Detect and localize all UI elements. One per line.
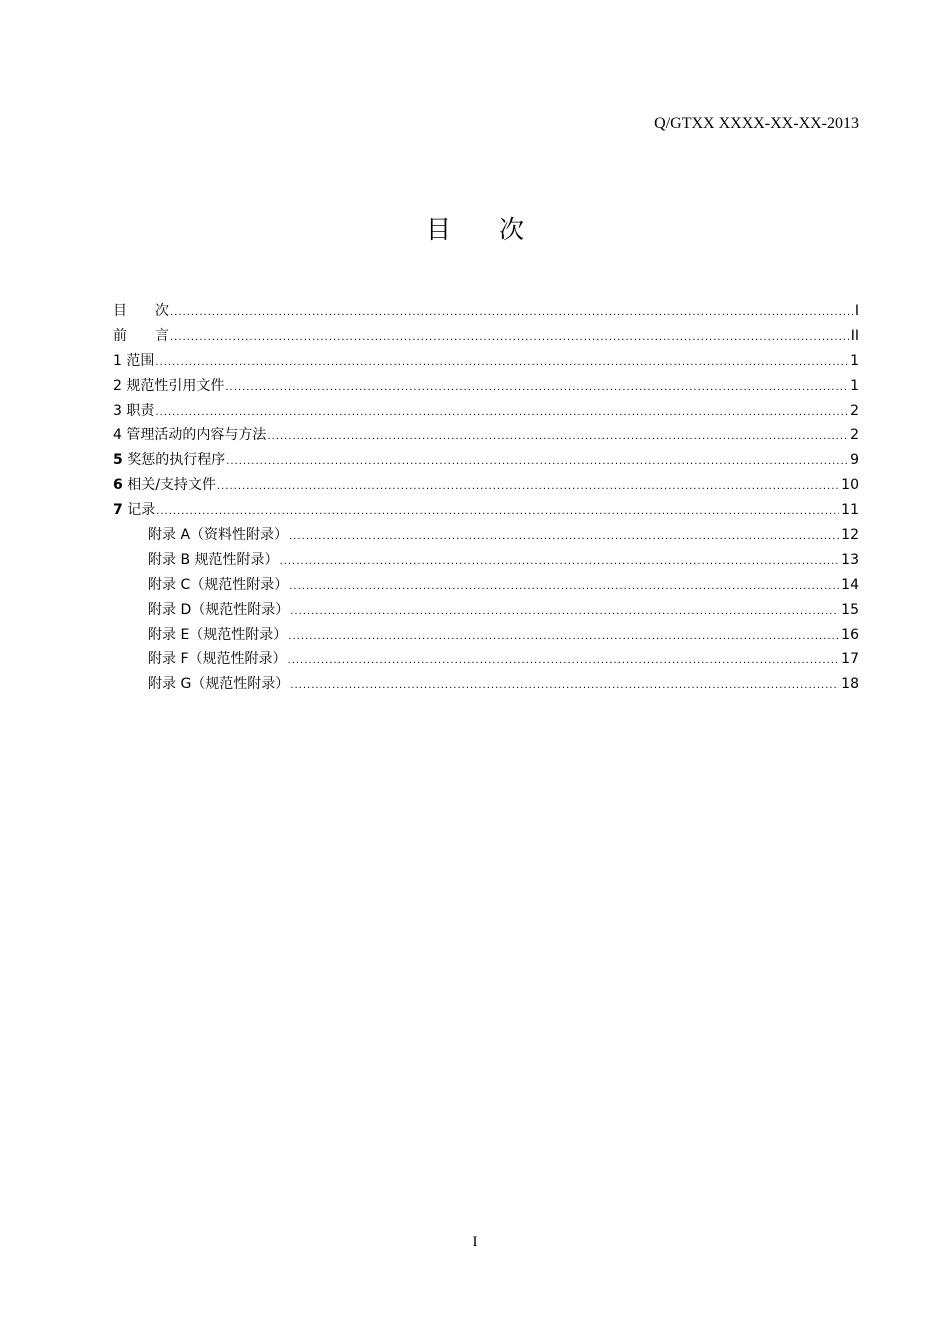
toc-title-part2: 次 bbox=[499, 215, 525, 244]
toc-entry-page: 14 bbox=[841, 576, 859, 593]
toc-entry-label: 范围 bbox=[121, 352, 155, 369]
dot-leader bbox=[290, 601, 839, 623]
toc-entry-page: 2 bbox=[850, 402, 859, 419]
toc-entry-page: 1 bbox=[850, 352, 859, 369]
toc-entry-number: 7 bbox=[113, 502, 123, 519]
dot-leader bbox=[289, 576, 839, 598]
dot-leader bbox=[290, 675, 839, 697]
toc-entry-label: 记录 bbox=[122, 502, 156, 519]
toc-entry-section-1[interactable] bbox=[113, 350, 859, 375]
toc-entry-number: 5 bbox=[113, 452, 123, 469]
toc-entry-section-5[interactable] bbox=[113, 449, 859, 474]
toc-entry-section-6[interactable] bbox=[113, 474, 859, 499]
toc-entry-page: 1 bbox=[850, 377, 859, 394]
toc-entry-page: 9 bbox=[850, 452, 859, 469]
toc-entry-number: 2 bbox=[113, 377, 122, 394]
dot-leader bbox=[289, 526, 839, 548]
dot-leader bbox=[226, 451, 848, 473]
toc-entry-page: 15 bbox=[841, 601, 859, 618]
dot-leader bbox=[280, 551, 840, 573]
dot-leader bbox=[288, 650, 840, 672]
toc-entry-number: 6 bbox=[113, 477, 123, 494]
toc-entry-appendix-a[interactable] bbox=[113, 524, 859, 549]
toc-entry-number: 1 bbox=[113, 352, 122, 369]
dot-leader bbox=[170, 302, 853, 324]
toc-entry-page: 16 bbox=[841, 626, 859, 643]
toc-entry-number: 3 bbox=[113, 402, 122, 419]
toc-entry-page: II bbox=[850, 327, 859, 344]
toc-entry-label: 管理活动的内容与方法 bbox=[121, 427, 267, 444]
toc-entry-appendix-b[interactable] bbox=[113, 549, 859, 574]
toc-entry-label: 言 bbox=[155, 327, 169, 344]
toc-entry-label: 次 bbox=[155, 303, 169, 319]
toc-entry-section-3[interactable] bbox=[113, 400, 859, 425]
toc-entry-label: 附录 D（规范性附录） bbox=[148, 601, 290, 618]
toc-entry-label: 职责 bbox=[121, 402, 155, 419]
dot-leader bbox=[217, 476, 839, 498]
dot-leader bbox=[156, 501, 839, 523]
toc-entry-page: 11 bbox=[841, 502, 859, 519]
toc-entry-page: 18 bbox=[841, 676, 859, 693]
dot-leader bbox=[170, 327, 849, 349]
toc-entry-page: 17 bbox=[841, 651, 859, 668]
toc-entry-appendix-c[interactable] bbox=[113, 574, 859, 599]
dot-leader bbox=[155, 402, 848, 424]
dot-leader bbox=[267, 426, 848, 448]
page-number: I bbox=[472, 1234, 478, 1250]
toc-entry-section-4[interactable] bbox=[113, 424, 859, 449]
toc-entry-number: 4 bbox=[113, 427, 122, 444]
toc-entry-section-2[interactable] bbox=[113, 375, 859, 400]
toc-entry-label: 目 bbox=[113, 303, 127, 319]
toc-entry-label: 附录 A（资料性附录） bbox=[148, 527, 289, 544]
table-of-contents bbox=[113, 300, 859, 698]
toc-entry-label: 相关/支持文件 bbox=[122, 477, 216, 494]
toc-entry-appendix-g[interactable] bbox=[113, 673, 859, 698]
document-code: Q/GTXX XXXX-XX-XX-2013 bbox=[654, 115, 859, 132]
toc-entry-label: 附录 F（规范性附录） bbox=[148, 651, 287, 668]
toc-entry-foreword[interactable] bbox=[113, 325, 859, 350]
toc-entry-page: 12 bbox=[841, 527, 859, 544]
toc-title-part1: 目 bbox=[425, 215, 451, 244]
toc-entry-label: 附录 G（规范性附录） bbox=[148, 676, 290, 693]
toc-entry-label: 附录 E（规范性附录） bbox=[148, 626, 288, 643]
toc-entry-appendix-f[interactable] bbox=[113, 648, 859, 673]
toc-title bbox=[0, 212, 950, 248]
dot-leader bbox=[155, 352, 848, 374]
toc-entry-page: 10 bbox=[841, 477, 859, 494]
toc-entry-label: 规范性引用文件 bbox=[121, 377, 225, 394]
toc-entry-page: 13 bbox=[841, 551, 859, 568]
toc-entry-label: 前 bbox=[113, 327, 127, 344]
toc-entry-label: 奖惩的执行程序 bbox=[122, 452, 226, 469]
toc-entry-page: 2 bbox=[850, 427, 859, 444]
dot-leader bbox=[288, 626, 839, 648]
toc-entry-label: 附录 C（规范性附录） bbox=[148, 576, 289, 593]
toc-entry-contents[interactable] bbox=[113, 300, 859, 325]
toc-entry-appendix-d[interactable] bbox=[113, 599, 859, 624]
toc-entry-label: 附录 B 规范性附录） bbox=[148, 551, 279, 568]
dot-leader bbox=[225, 377, 848, 399]
toc-entry-page: I bbox=[854, 303, 859, 319]
toc-entry-appendix-e[interactable] bbox=[113, 624, 859, 649]
toc-entry-section-7[interactable] bbox=[113, 499, 859, 524]
